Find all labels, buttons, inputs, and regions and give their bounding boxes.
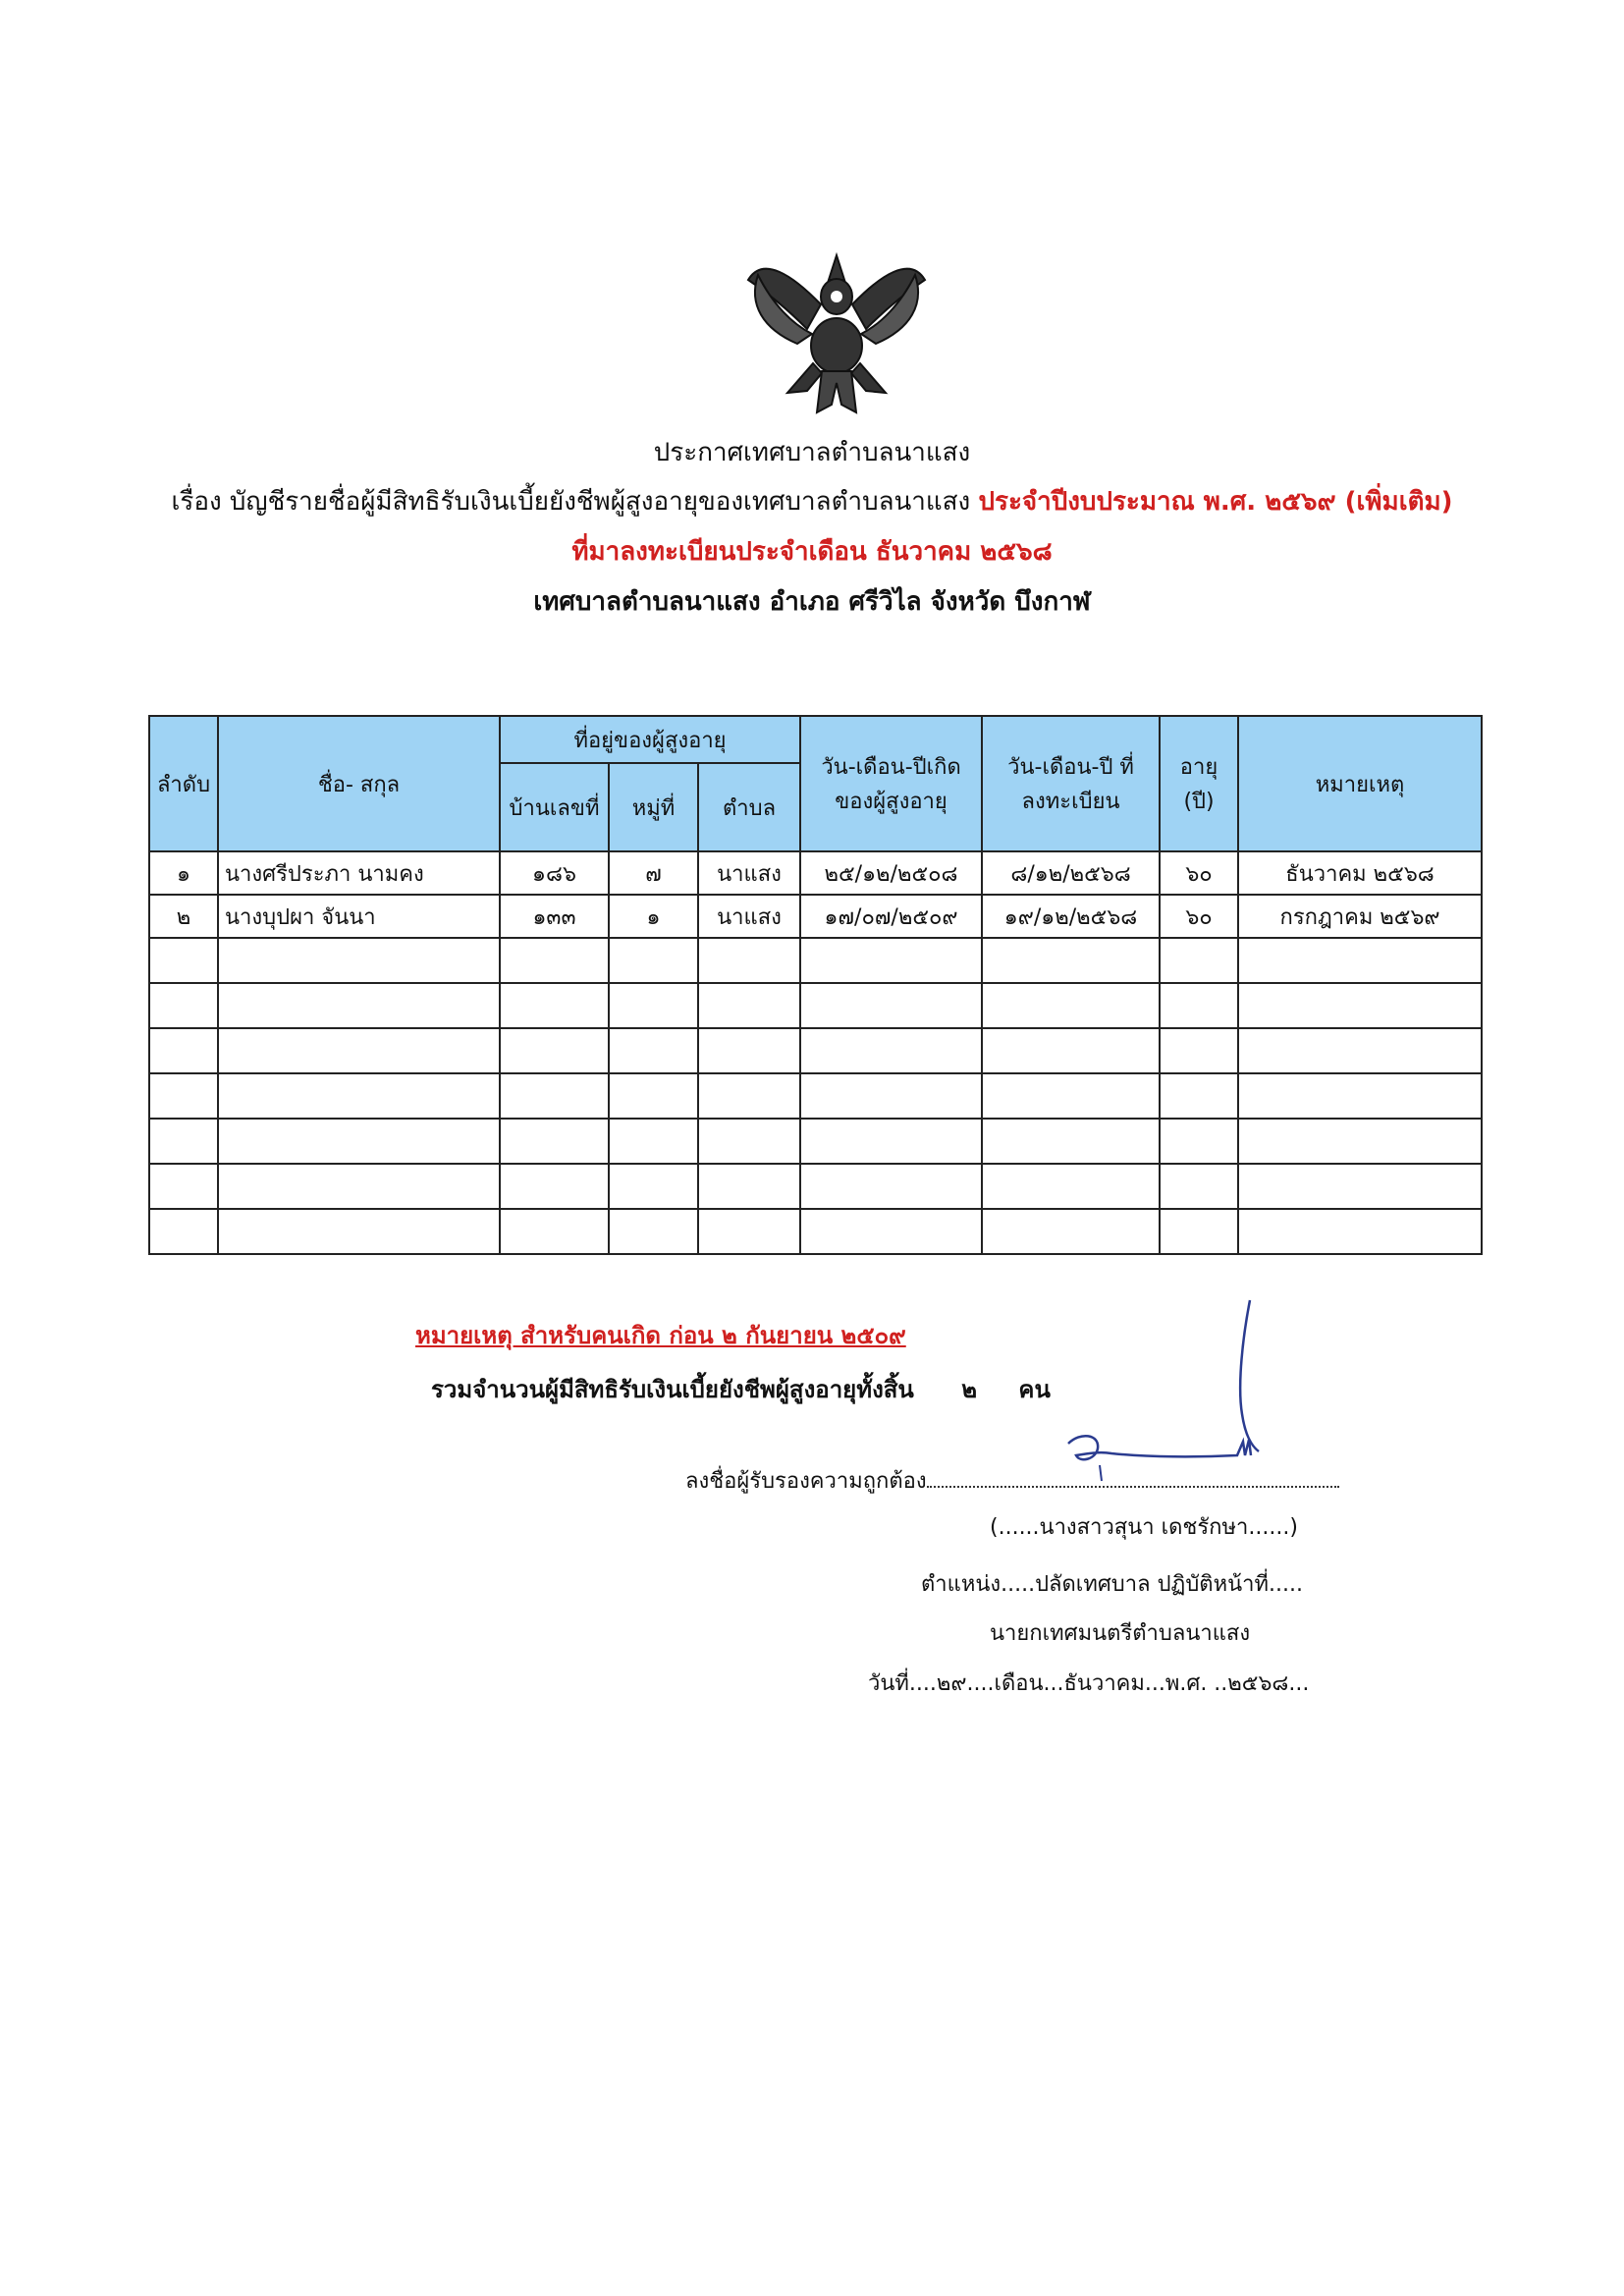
- signer-position-2: นายกเทศมนตรีตำบลนาแสง: [990, 1621, 1251, 1646]
- signature-date: วันที่....๒๙....เดือน...ธันวาคม...พ.ศ. ..๒๕๖๘...: [868, 1671, 1310, 1696]
- header-reg-date: [982, 716, 1160, 851]
- cell-remark: กรกฎาคม ๒๕๖๙: [1238, 895, 1482, 938]
- cell-name: นางบุปผา จันนา: [218, 895, 500, 938]
- cell-age: ๖๐: [1160, 851, 1238, 895]
- header-remark: หมายเหตุ: [1238, 716, 1482, 851]
- cell-house-no: ๑๓๓: [500, 895, 609, 938]
- signer-name: (......นางสาวสุนา เดชรักษา......): [990, 1515, 1298, 1540]
- header-reg-date-line1: วัน-เดือน-ปี ที่: [1007, 755, 1134, 780]
- empty-row: [149, 1073, 1482, 1119]
- empty-row: [149, 1164, 1482, 1209]
- subject-line: [0, 481, 1624, 521]
- cell-house-no: ๑๘๖: [500, 851, 609, 895]
- garuda-emblem-icon: [738, 236, 935, 422]
- cell-no: ๒: [149, 895, 218, 938]
- empty-row: [149, 1119, 1482, 1164]
- header-birth-date-line1: วัน-เดือน-ปีเกิด: [821, 755, 961, 780]
- header-name: ชื่อ- สกุล: [218, 716, 500, 851]
- cell-birth-date: ๑๗/๐๗/๒๕๐๙: [800, 895, 982, 938]
- cell-moo: ๗: [609, 851, 698, 895]
- cell-tambon: นาแสง: [698, 895, 800, 938]
- header-moo: หมู่ที่: [609, 763, 698, 851]
- elderly-roster-table: [148, 715, 1483, 1255]
- cell-age: ๖๐: [1160, 895, 1238, 938]
- total-label: รวมจำนวนผู้มีสิทธิรับเงินเบี้ยยังชีพผู้สูงอายุทั้งสิ้น: [431, 1376, 914, 1403]
- subject-fiscal-year: ประจำปีงบประมาณ พ.ศ. ๒๕๖๙ (เพิ่มเติม): [978, 487, 1453, 517]
- total-line: [431, 1370, 1051, 1408]
- signer-position: ตำแหน่ง.....ปลัดเทศบาล ปฏิบัติหน้าที่.....: [921, 1572, 1303, 1597]
- empty-row: [149, 1209, 1482, 1254]
- header-address: ที่อยู่ของผู้สูงอายุ: [500, 716, 800, 763]
- signature-label: ลงชื่อผู้รับรองความถูกต้อง: [685, 1469, 927, 1494]
- total-count: ๒: [961, 1376, 978, 1403]
- header-birth-date-line2: ของผู้สูงอายุ: [835, 790, 947, 814]
- cell-reg-date: ๘/๑๒/๒๕๖๘: [982, 851, 1160, 895]
- header-age-line1: อายุ: [1179, 755, 1218, 780]
- header-reg-date-line2: ลงทะเบียน: [1021, 790, 1120, 814]
- cell-birth-date: ๒๕/๑๒/๒๕๐๘: [800, 851, 982, 895]
- page-title: ประกาศเทศบาลตำบลนาแสง: [653, 438, 971, 467]
- cell-reg-date: ๑๙/๑๒/๒๕๖๘: [982, 895, 1160, 938]
- table-row: [149, 851, 1482, 895]
- empty-row: [149, 1028, 1482, 1073]
- header-age: [1160, 716, 1238, 851]
- empty-row: [149, 938, 1482, 983]
- cell-remark: ธันวาคม ๒๕๖๘: [1238, 851, 1482, 895]
- cell-name: นางศรีประภา นามคง: [218, 851, 500, 895]
- header-birth-date: [800, 716, 982, 851]
- subject-prefix: เรื่อง บัญชีรายชื่อผู้มีสิทธิรับเงินเบี้ยยังชีพผู้สูงอายุของเทศบาลตำบลนาแสง: [171, 487, 971, 517]
- table-row: [149, 895, 1482, 938]
- header-no: ลำดับ: [149, 716, 218, 851]
- total-unit: คน: [1018, 1376, 1051, 1403]
- cell-moo: ๑: [609, 895, 698, 938]
- signature-dots: [927, 1466, 1339, 1488]
- location-line: เทศบาลตำบลนาแสง อำเภอ ศรีวิไล จังหวัด บึงกาฬ: [533, 587, 1091, 617]
- footnote: หมายเหตุ สำหรับคนเกิด ก่อน ๒ กันยายน ๒๕๐๙: [415, 1322, 906, 1349]
- cell-no: ๑: [149, 851, 218, 895]
- signature-line: [685, 1463, 1339, 1498]
- cell-tambon: นาแสง: [698, 851, 800, 895]
- registration-month: ที่มาลงทะเบียนประจำเดือน ธันวาคม ๒๕๖๘: [571, 537, 1053, 567]
- header-tambon: ตำบล: [698, 763, 800, 851]
- header-house-no: บ้านเลขที่: [500, 763, 609, 851]
- empty-row: [149, 983, 1482, 1028]
- header-age-line2: (ปี): [1183, 790, 1215, 814]
